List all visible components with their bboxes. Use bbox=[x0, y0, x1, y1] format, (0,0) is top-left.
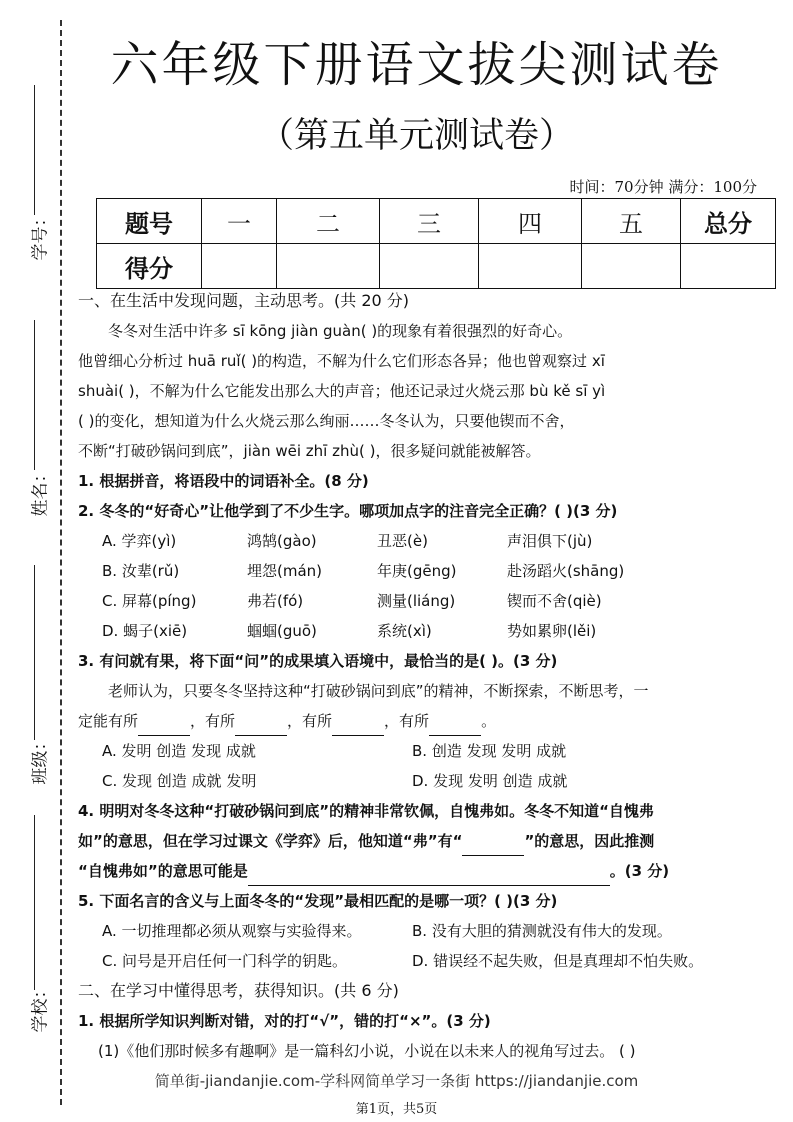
option-item: B. 汝辈(rǔ) bbox=[102, 562, 180, 580]
page-number: 第1页，共5页 bbox=[355, 1102, 438, 1117]
table-cell: 三 bbox=[380, 199, 479, 244]
score-table-score-row bbox=[97, 244, 776, 289]
option-item: B. 创造 发现 发明 成就 bbox=[412, 742, 567, 760]
question-2-options bbox=[78, 526, 758, 646]
option-item: 弗若(fó) bbox=[247, 592, 304, 610]
fill-blank[interactable] bbox=[462, 835, 524, 856]
score-input-cell[interactable] bbox=[277, 244, 380, 289]
question-3: 3. 有问就有果，将下面“问”的成果填入语境中，最恰当的是( )。(3 分) bbox=[78, 652, 558, 670]
table-cell: 四 bbox=[479, 199, 582, 244]
passage-line: shuài( )，不解为什么它能发出那么大的声音；他还记录过火烧云那 bù kě sī yì bbox=[78, 382, 606, 400]
section1-heading: 一、在生活中发现问题，主动思考。(共 20 分) bbox=[78, 291, 410, 310]
question-1: 1. 根据拼音，将语段中的词语补全。(8 分) bbox=[78, 472, 369, 490]
fill-blank[interactable] bbox=[235, 715, 287, 736]
score-input-cell[interactable] bbox=[479, 244, 582, 289]
option-item: 声泪俱下(jù) bbox=[507, 532, 593, 550]
footer-watermark: 简单街-jiandanjie.com-学科网简单学习一条街 https://jiandanjie.com bbox=[154, 1072, 639, 1090]
table-cell: 总分 bbox=[681, 199, 776, 244]
name-label: 姓名： bbox=[30, 465, 51, 517]
question-4: 4. 明明对冬冬这种“打破砂锅问到底”的精神非常钦佩，自愧弗如。冬冬不知道“自愧弗 bbox=[78, 802, 654, 820]
exam-body bbox=[78, 286, 758, 1066]
passage-line: 冬冬对生活中许多 sī kōng jiàn guàn( )的现象有着很强烈的好奇心。 bbox=[108, 322, 573, 340]
score-input-cell[interactable] bbox=[681, 244, 776, 289]
option-item: A. 一切推理都必须从观察与实验得来。 bbox=[102, 922, 362, 940]
score-table bbox=[96, 198, 776, 289]
table-cell: 题号 bbox=[97, 199, 202, 244]
option-item: 蝈蝈(guō) bbox=[247, 622, 317, 640]
table-cell: 一 bbox=[202, 199, 277, 244]
option-item: 丑恶(è) bbox=[377, 532, 428, 550]
class-label: 班级： bbox=[30, 733, 51, 785]
option-item: 赴汤蹈火(shāng) bbox=[507, 562, 625, 580]
fill-blank[interactable] bbox=[429, 715, 481, 736]
table-cell: 五 bbox=[582, 199, 681, 244]
table-cell: 得分 bbox=[97, 244, 202, 289]
option-item: C. 屏幕(píng) bbox=[102, 592, 197, 610]
passage-line: ( )的变化，想知道为什么火烧云那么绚丽……冬冬认为，只要他锲而不舍， bbox=[78, 412, 575, 430]
passage-line: 不断“打破砂锅问到底”，jiàn wēi zhī zhù( )，很多疑问就能被解答。 bbox=[78, 442, 541, 460]
question-3-context: 老师认为，只要冬冬坚持这种“打破砂锅问到底”的精神，不断探索，不断思考，一 bbox=[108, 682, 649, 700]
fill-blank[interactable] bbox=[332, 715, 384, 736]
option-item: C. 发现 创造 成就 发明 bbox=[102, 772, 257, 790]
fill-blank[interactable] bbox=[138, 715, 190, 736]
option-item: 锲而不舍(qiè) bbox=[507, 592, 602, 610]
name-underline bbox=[34, 320, 35, 470]
passage-line: 他曾细心分析过 huā ruǐ( )的构造，不解为什么它们形态各异；他也曾观察过 xī bbox=[78, 352, 605, 370]
option-item: 势如累卵(lěi) bbox=[507, 622, 597, 640]
school-label: 学校： bbox=[30, 981, 51, 1033]
table-cell: 二 bbox=[277, 199, 380, 244]
exam-meta: 时间：70分钟 满分：100分 bbox=[569, 178, 757, 196]
option-item: 测量(liáng) bbox=[377, 592, 456, 610]
section2-heading: 二、在学习中懂得思考，获得知识。(共 6 分) bbox=[78, 981, 399, 1000]
school-underline bbox=[34, 815, 35, 990]
option-item: 年庚(gēng) bbox=[377, 562, 457, 580]
question-2: 2. 冬冬的“好奇心”让他学到了不少生字。哪项加点字的注音完全正确？( )(3 分) bbox=[78, 502, 618, 520]
question-5: 5. 下面名言的含义与上面冬冬的“发现”最相匹配的是哪一项？( )(3 分) bbox=[78, 892, 558, 910]
option-item: D. 蝎子(xiē) bbox=[102, 622, 188, 640]
binding-dashed-line bbox=[60, 20, 62, 1105]
question-4-line2: 如”的意思，但在学习过课文《学弈》后，他知道“弗”有“ ”的意思，因此推测 bbox=[78, 826, 758, 856]
class-underline bbox=[34, 565, 35, 740]
score-input-cell[interactable] bbox=[380, 244, 479, 289]
question-3-options bbox=[78, 736, 758, 796]
option-item: D. 错误经不起失败，但是真理却不怕失败。 bbox=[412, 952, 704, 970]
question-3-blanks: 定能有所 ，有所 ，有所 ，有所 。 bbox=[78, 706, 758, 736]
option-item: D. 发现 发明 创造 成就 bbox=[412, 772, 568, 790]
section2-question-1-item1: (1)《他们那时候多有趣啊》是一篇科幻小说，小说在以未来人的视角写过去。 ( ) bbox=[98, 1042, 636, 1060]
option-item: B. 没有大胆的猜测就没有伟大的发现。 bbox=[412, 922, 672, 940]
fill-blank[interactable] bbox=[248, 865, 610, 886]
page-title: 六年级下册语文拔尖测试卷 bbox=[110, 37, 723, 93]
score-input-cell[interactable] bbox=[202, 244, 277, 289]
score-input-cell[interactable] bbox=[582, 244, 681, 289]
score-table-header-row bbox=[97, 199, 776, 244]
page-subtitle: （第五单元测试卷） bbox=[258, 116, 574, 156]
option-item: A. 学弈(yì) bbox=[102, 532, 177, 550]
option-item: 鸿鹄(gào) bbox=[247, 532, 317, 550]
student-no-label: 学号： bbox=[30, 209, 51, 261]
option-item: C. 问号是开启任何一门科学的钥匙。 bbox=[102, 952, 348, 970]
section2-question-1: 1. 根据所学知识判断对错，对的打“√”，错的打“×”。(3 分) bbox=[78, 1012, 491, 1030]
option-item: 埋怨(mán) bbox=[247, 562, 323, 580]
question-4-line3: “自愧弗如”的意思可能是 。(3 分) bbox=[78, 856, 758, 886]
question-5-options bbox=[78, 916, 758, 976]
option-item: 系统(xì) bbox=[377, 622, 432, 640]
option-item: A. 发明 创造 发现 成就 bbox=[102, 742, 256, 760]
